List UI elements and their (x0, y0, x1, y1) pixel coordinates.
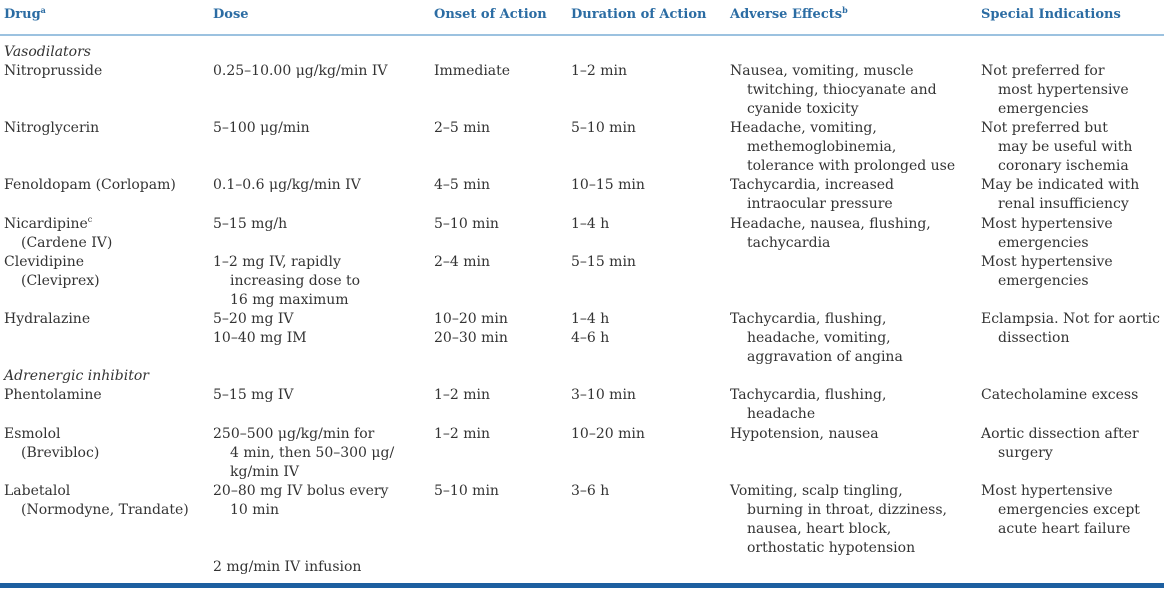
header-drug (4, 5, 46, 25)
header-dose: Dose (213, 7, 249, 22)
adverse-cell (730, 425, 879, 444)
onset-line: 1–2 min (434, 426, 491, 442)
special-line: Catecholamine excess (981, 387, 1139, 403)
special-line: emergencies (998, 235, 1089, 251)
special-cell (981, 215, 1113, 253)
drug-brand: (Cardene IV) (21, 235, 113, 251)
header-adverse-footnote: b (842, 5, 848, 15)
onset-line: Immediate (434, 63, 511, 79)
adverse-cell (730, 386, 886, 424)
special-cell (981, 386, 1138, 405)
duration-cell (571, 176, 645, 195)
adverse-cell (730, 215, 931, 253)
drug-cell (4, 176, 176, 195)
duration-line: 4–6 h (571, 330, 610, 346)
onset-line: 5–10 min (434, 216, 499, 232)
drug-cell (4, 310, 90, 329)
header-drug-footnote: a (40, 5, 46, 15)
special-cell (981, 62, 1129, 119)
onset-line: 2–4 min (434, 254, 491, 270)
duration-line: 5–15 min (571, 254, 636, 270)
adverse-line: Tachycardia, flushing, (730, 387, 887, 403)
duration-cell (571, 386, 636, 405)
dose-cell (213, 62, 388, 81)
dose-cell (213, 310, 307, 348)
duration-cell (571, 215, 609, 234)
adverse-line: headache, vomiting, (747, 330, 891, 346)
dose-line: 250–500 μg/kg/min for (213, 426, 375, 442)
onset-cell (434, 176, 490, 195)
special-cell (981, 310, 1160, 348)
drug-brand: (Normodyne, Trandate) (21, 502, 189, 518)
onset-cell (434, 310, 508, 348)
dose-cell (213, 119, 310, 138)
header-special: Special Indications (981, 7, 1121, 22)
drug-name: Esmolol (4, 426, 61, 442)
dose-line: 5–15 mg/h (213, 216, 288, 232)
drug-footnote: c (87, 215, 93, 224)
special-line: emergencies except (998, 502, 1140, 518)
adverse-line: Nausea, vomiting, muscle (730, 63, 914, 79)
header-onset: Onset of Action (434, 7, 547, 22)
adverse-cell (730, 482, 947, 558)
duration-line: 1–2 min (571, 63, 628, 79)
adverse-line: nausea, heart block, (747, 521, 892, 537)
special-line: Aortic dissection after (981, 426, 1139, 442)
onset-cell (434, 253, 490, 272)
adverse-line: Headache, vomiting, (730, 120, 877, 136)
adverse-line: tolerance with prolonged use (747, 158, 956, 174)
onset-cell (434, 386, 490, 405)
dose-line: 0.25–10.00 μg/kg/min IV (213, 63, 388, 79)
adverse-line: Tachycardia, increased (730, 177, 895, 193)
duration-line: 1–4 h (571, 311, 610, 327)
duration-line: 3–6 h (571, 483, 610, 499)
onset-line: 20–30 min (434, 330, 508, 346)
onset-cell (434, 482, 499, 501)
special-line: renal insufficiency (998, 196, 1129, 212)
dose-line: 10–40 mg IM (213, 330, 307, 346)
onset-line: 5–10 min (434, 483, 499, 499)
header-adverse (730, 5, 848, 25)
onset-cell (434, 62, 510, 81)
drug-name: Phentolamine (4, 387, 102, 403)
dose-line: 4 min, then 50–300 μg/ (230, 445, 395, 461)
onset-line: 4–5 min (434, 177, 491, 193)
duration-cell (571, 425, 645, 444)
duration-line: 10–15 min (571, 177, 645, 193)
adverse-cell (730, 176, 894, 214)
adverse-line: cyanide toxicity (747, 101, 859, 117)
drug-cell (4, 482, 189, 520)
special-line: Not preferred but (981, 120, 1108, 136)
duration-line: 5–10 min (571, 120, 636, 136)
header-drug-label: Drug (4, 7, 41, 22)
drug-name-text: Nicardipine (4, 216, 88, 232)
drug-brand: (Cleviprex) (21, 273, 100, 289)
drug-cell (4, 215, 112, 253)
special-line: emergencies (998, 101, 1089, 117)
drug-cell (4, 425, 99, 463)
adverse-cell (730, 119, 955, 176)
onset-cell (434, 119, 490, 138)
dose-line: 0.1–0.6 μg/kg/min IV (213, 177, 361, 193)
drug-name: Nitroprusside (4, 63, 103, 79)
adverse-line: methemoglobinemia, (747, 139, 897, 155)
onset-line: 10–20 min (434, 311, 508, 327)
drug-name: Labetalol (4, 483, 71, 499)
duration-cell (571, 119, 636, 138)
special-line: may be useful with (998, 139, 1133, 155)
dose-line: increasing dose to (230, 273, 361, 289)
drug-name (4, 215, 112, 234)
special-line: Eclampsia. Not for aortic (981, 311, 1160, 327)
special-line: coronary ischemia (998, 158, 1129, 174)
onset-line: 2–5 min (434, 120, 491, 136)
adverse-line: Vomiting, scalp tingling, (730, 483, 903, 499)
duration-line: 1–4 h (571, 216, 610, 232)
special-line: most hypertensive (998, 82, 1129, 98)
adverse-line: aggravation of angina (747, 349, 903, 365)
special-line: Most hypertensive (981, 254, 1113, 270)
special-line: surgery (998, 445, 1053, 461)
drug-name: Nitroglycerin (4, 120, 100, 136)
drug-cell (4, 62, 102, 81)
drug-brand: (Brevibloc) (21, 445, 100, 461)
adverse-line: twitching, thiocyanate and (747, 82, 937, 98)
adverse-cell (730, 310, 903, 367)
adverse-line: tachycardia (747, 235, 831, 251)
dose-cell (213, 215, 287, 234)
adverse-line: orthostatic hypotension (747, 540, 916, 556)
dose-line: 10 min (230, 502, 280, 518)
dose-cell (213, 482, 388, 520)
duration-cell (571, 253, 636, 272)
dose-line: 5–100 μg/min (213, 120, 310, 136)
adverse-line: headache (747, 406, 816, 422)
special-line: Not preferred for (981, 63, 1105, 79)
dose-cell (213, 176, 361, 195)
dose-infusion (213, 558, 361, 577)
dose-cell (213, 386, 294, 405)
onset-line: 1–2 min (434, 387, 491, 403)
dose-line: 5–20 mg IV (213, 311, 294, 327)
duration-cell (571, 482, 609, 501)
header-adverse-label: Adverse Effects (730, 7, 843, 22)
special-cell (981, 425, 1139, 463)
adverse-line: Hypotension, nausea (730, 426, 879, 442)
duration-cell (571, 310, 609, 348)
special-line: dissection (998, 330, 1070, 346)
dose-line: 16 mg maximum (230, 292, 349, 308)
section-vasodilators: Vasodilators (4, 44, 91, 60)
dose-line: 5–15 mg IV (213, 387, 294, 403)
dose-cell (213, 253, 360, 310)
duration-cell (571, 62, 627, 81)
special-line: emergencies (998, 273, 1089, 289)
drug-name: Fenoldopam (Corlopam) (4, 177, 176, 193)
special-cell (981, 482, 1140, 539)
adverse-line: intraocular pressure (747, 196, 893, 212)
dose-line: 1–2 mg IV, rapidly (213, 254, 341, 270)
drug-cell (4, 253, 100, 291)
special-cell (981, 119, 1132, 176)
duration-line: 10–20 min (571, 426, 645, 442)
dose-line: kg/min IV (230, 464, 300, 480)
drug-name: Hydralazine (4, 311, 91, 327)
onset-cell (434, 215, 499, 234)
adverse-line: burning in throat, dizziness, (747, 502, 947, 518)
adverse-line: Tachycardia, flushing, (730, 311, 887, 327)
special-line: Most hypertensive (981, 216, 1113, 232)
special-line: acute heart failure (998, 521, 1131, 537)
special-line: Most hypertensive (981, 483, 1113, 499)
dose-line: 2 mg/min IV infusion (213, 559, 362, 575)
dose-cell (213, 425, 394, 482)
onset-cell (434, 425, 490, 444)
dose-line: 20–80 mg IV bolus every (213, 483, 389, 499)
special-cell (981, 176, 1139, 214)
drug-cell (4, 119, 99, 138)
header-divider (0, 34, 1164, 36)
special-line: May be indicated with (981, 177, 1140, 193)
adverse-line: Headache, nausea, flushing, (730, 216, 931, 232)
special-cell (981, 253, 1113, 291)
duration-line: 3–10 min (571, 387, 636, 403)
header-duration: Duration of Action (571, 7, 707, 22)
table-bottom-border (0, 583, 1164, 588)
drug-cell (4, 386, 102, 405)
drug-name: Clevidipine (4, 254, 85, 270)
adverse-cell (730, 62, 937, 119)
section-adrenergic-inhibitor: Adrenergic inhibitor (4, 368, 149, 384)
